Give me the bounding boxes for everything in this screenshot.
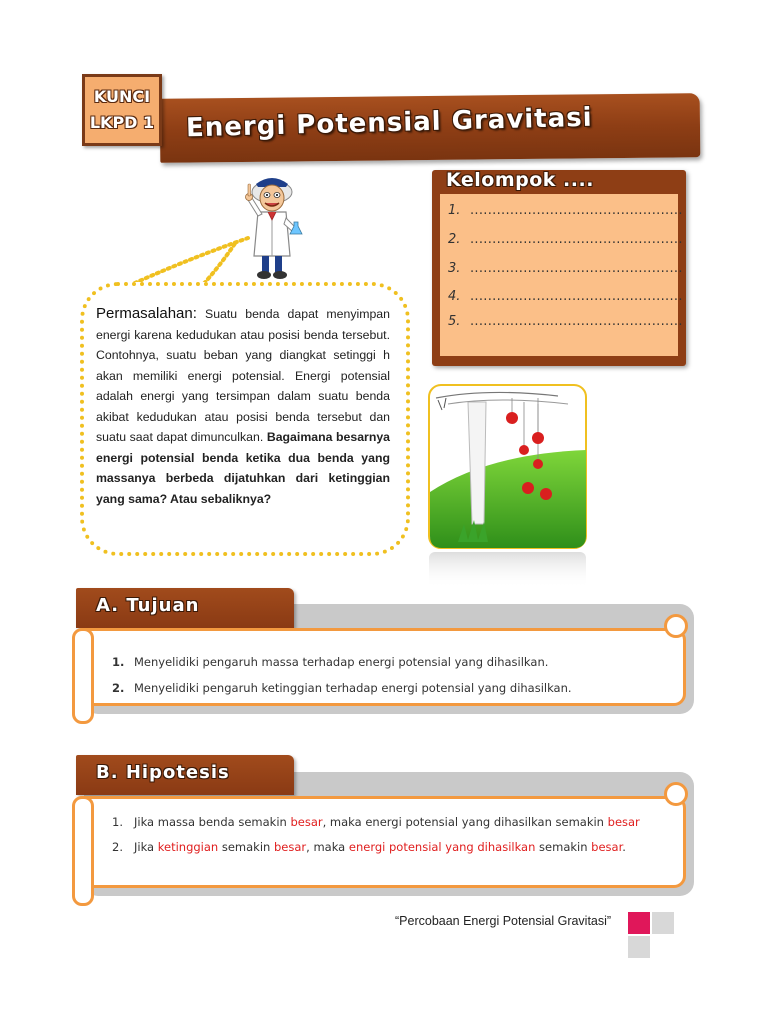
name-blank: ................................................	[470, 289, 683, 304]
problem-question: Bagaimana besarnya energi potensial benda ketika dua benda yang massanya berbeda dijatuhkan dari ketinggian yang sama? Atau sebaliknya?	[96, 430, 391, 506]
scroll-left-roll	[72, 796, 94, 906]
badge-line-2: LKPD 1	[89, 113, 155, 132]
scroll-left-roll	[72, 628, 94, 724]
text-segment: Jika	[134, 840, 158, 854]
item-number: 2.	[112, 681, 125, 695]
highlight-segment: ketinggian	[157, 840, 219, 854]
problem-lead: Permasalahan:	[96, 305, 197, 322]
kunci-lkpd-badge	[82, 74, 162, 146]
hipotesis-header	[76, 755, 294, 795]
text-segment: .	[622, 840, 626, 854]
row-number: 1.	[448, 203, 461, 218]
text-segment: , maka energi potensial yang dihasilkan semakin	[322, 815, 608, 829]
highlight-segment: besar	[591, 840, 623, 854]
kelompok-row-3	[448, 261, 683, 276]
footer-accent-square	[628, 912, 650, 934]
highlight-segment: besar	[273, 840, 307, 854]
row-number: 2.	[448, 232, 461, 247]
footer-caption: “Percobaan Energi Potensial Gravitasi”	[395, 914, 612, 928]
text-segment: Jika massa benda semakin	[134, 815, 291, 829]
row-number: 5.	[448, 314, 461, 329]
hipotesis-title: B. Hipotesis	[96, 762, 230, 783]
list-item	[112, 681, 572, 695]
tujuan-header	[76, 588, 294, 628]
item-text: Menyelidiki pengaruh ketinggian terhadap energi potensial yang dihasilkan.	[134, 681, 572, 695]
kelompok-row-1	[448, 203, 683, 218]
kelompok-row-2	[448, 232, 683, 247]
problem-body: Suatu benda dapat menyimpan energi karena kedudukan atau posisi benda tersebut. Contohnya, suatu beban yang diangkat setinggi h akan memiliki energi potensial. Energi potensial adalah energi yang tersimpan dalam suatu benda akibat kedudukan atau posisi benda tersebut dan suatu saat dapat dimunculkan.	[96, 307, 390, 444]
tujuan-title: A. Tujuan	[96, 595, 200, 616]
text-segment: semakin	[535, 840, 592, 854]
text-segment: , maka	[306, 840, 349, 854]
footer-grey-square	[652, 912, 674, 934]
item-text: Menyelidiki pengaruh massa terhadap energi potensial yang dihasilkan.	[134, 655, 549, 669]
highlight-segment: energi potensial yang dihasilkan	[348, 840, 536, 854]
list-item	[112, 840, 626, 854]
list-item	[112, 655, 548, 669]
problem-text	[96, 304, 390, 509]
page-title: Energi Potensial Gravitasi	[185, 102, 593, 144]
scroll-curl	[664, 782, 688, 806]
text-segment: semakin	[218, 840, 274, 854]
footer-grey-square	[628, 936, 650, 958]
scroll-curl	[664, 614, 688, 638]
item-number: 2.	[112, 840, 123, 854]
name-blank: ................................................	[470, 261, 683, 276]
name-blank: ................................................	[470, 232, 683, 247]
list-item	[112, 815, 640, 829]
badge-line-1: KUNCI	[93, 87, 151, 106]
item-number: 1.	[112, 655, 125, 669]
kelompok-title: Kelompok ....	[446, 169, 594, 191]
highlight-segment: besar	[607, 815, 640, 829]
name-blank: ................................................	[470, 314, 683, 329]
row-number: 4.	[448, 289, 461, 304]
item-number: 1.	[112, 815, 123, 829]
apple-tree-illustration	[428, 384, 588, 590]
kelompok-row-5	[448, 314, 683, 329]
kelompok-row-4	[448, 289, 683, 304]
name-blank: ................................................	[470, 203, 683, 218]
row-number: 3.	[448, 261, 461, 276]
highlight-segment: besar	[290, 815, 323, 829]
